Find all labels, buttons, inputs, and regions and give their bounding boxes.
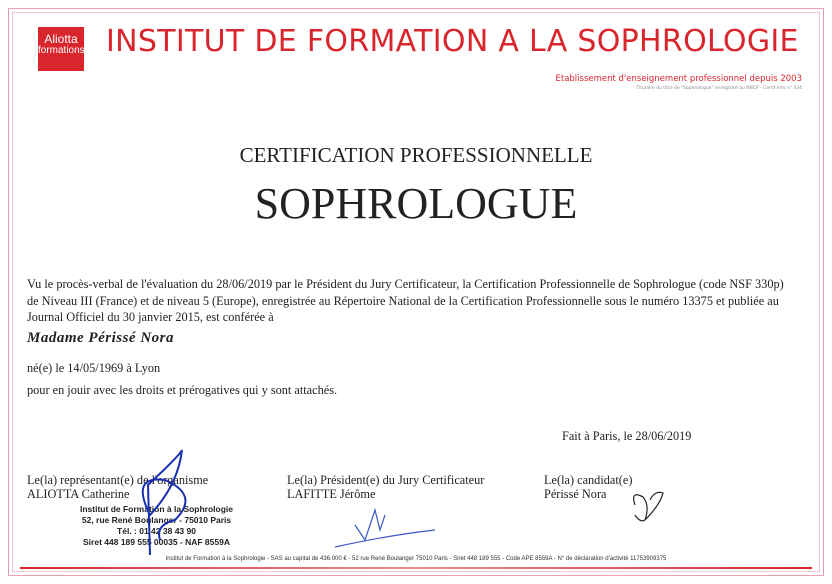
signature-block-jury: [287, 473, 484, 501]
footer-bar: [20, 567, 812, 569]
logo-line1: Aliotta: [44, 32, 78, 46]
aliotta-logo: [38, 27, 84, 71]
signer-role: Le(la) Président(e) du Jury Certificateur: [287, 473, 485, 487]
signer-role: Le(la) représentant(e) de l'organisme: [27, 473, 209, 487]
footer-legal: Institut de Formation à la Sophrologie - SAS au capital de 436.000 € - 52 rue René Boulanger 75010 Paris - Siret 448 189 555 - Code APE 8559A - N° de déclaration d'activité 11753909375: [165, 556, 667, 562]
stamp-line: Tél. : 01 42 38 43 90: [117, 526, 196, 536]
logo-line2: formations: [38, 45, 85, 56]
signature-jury: [330, 505, 440, 550]
birth-info: né(e) le 14/05/1969 à Lyon: [27, 361, 161, 375]
signer-name: LAFITTE Jérôme: [287, 487, 376, 501]
stamp-line: Siret 448 189 555 00035 - NAF 8559A: [83, 537, 230, 547]
certificate-heading: CERTIFICATION PROFESSIONNELLE: [239, 143, 593, 167]
certificate-title: SOPHROLOGUE: [254, 179, 578, 228]
signer-role: Le(la) candidat(e): [544, 473, 633, 487]
signer-name: Périssé Nora: [544, 487, 607, 501]
rights-text: pour en jouir avec les droits et prérogatives qui y sont attachés.: [27, 383, 338, 397]
signature-organisation: [120, 445, 210, 555]
certificate-body: Vu le procès-verbal de l'évaluation du 28/06/2019 par le Président du Jury Certificateur, la Certification Professionnelle de Sophrologue (code NSF 330p) de Niveau III (France) et de niveau 5 (Europe), enregistrée au Répertoire National de la Certification Professionnelle sous le numéro 13375 et publiée au Journal Officiel du 30 janvier 2015, est conférée à: [27, 277, 784, 324]
established-note: Etablissement d'enseignement professionnel depuis 2003: [555, 74, 802, 84]
signature-block-candidate: [544, 473, 632, 501]
recipient-name: Madame Périssé Nora: [27, 330, 174, 346]
place-date: Fait à Paris, le 28/06/2019: [562, 429, 692, 443]
signature-candidate: [625, 485, 670, 530]
signer-name: ALIOTTA Catherine: [27, 487, 130, 501]
stamp-line: 52, rue René Boulanger - 75010 Paris: [81, 515, 232, 525]
stamp-line: Institut de Formation à la Sophrologie: [80, 504, 234, 514]
title-note: Titulaire du titre de "Sophrologue" enregistré au RNCP - Certif Info n° 334: [636, 86, 802, 91]
institute-title: INSTITUT DE FORMATION A LA SOPHROLOGIE: [106, 24, 799, 59]
